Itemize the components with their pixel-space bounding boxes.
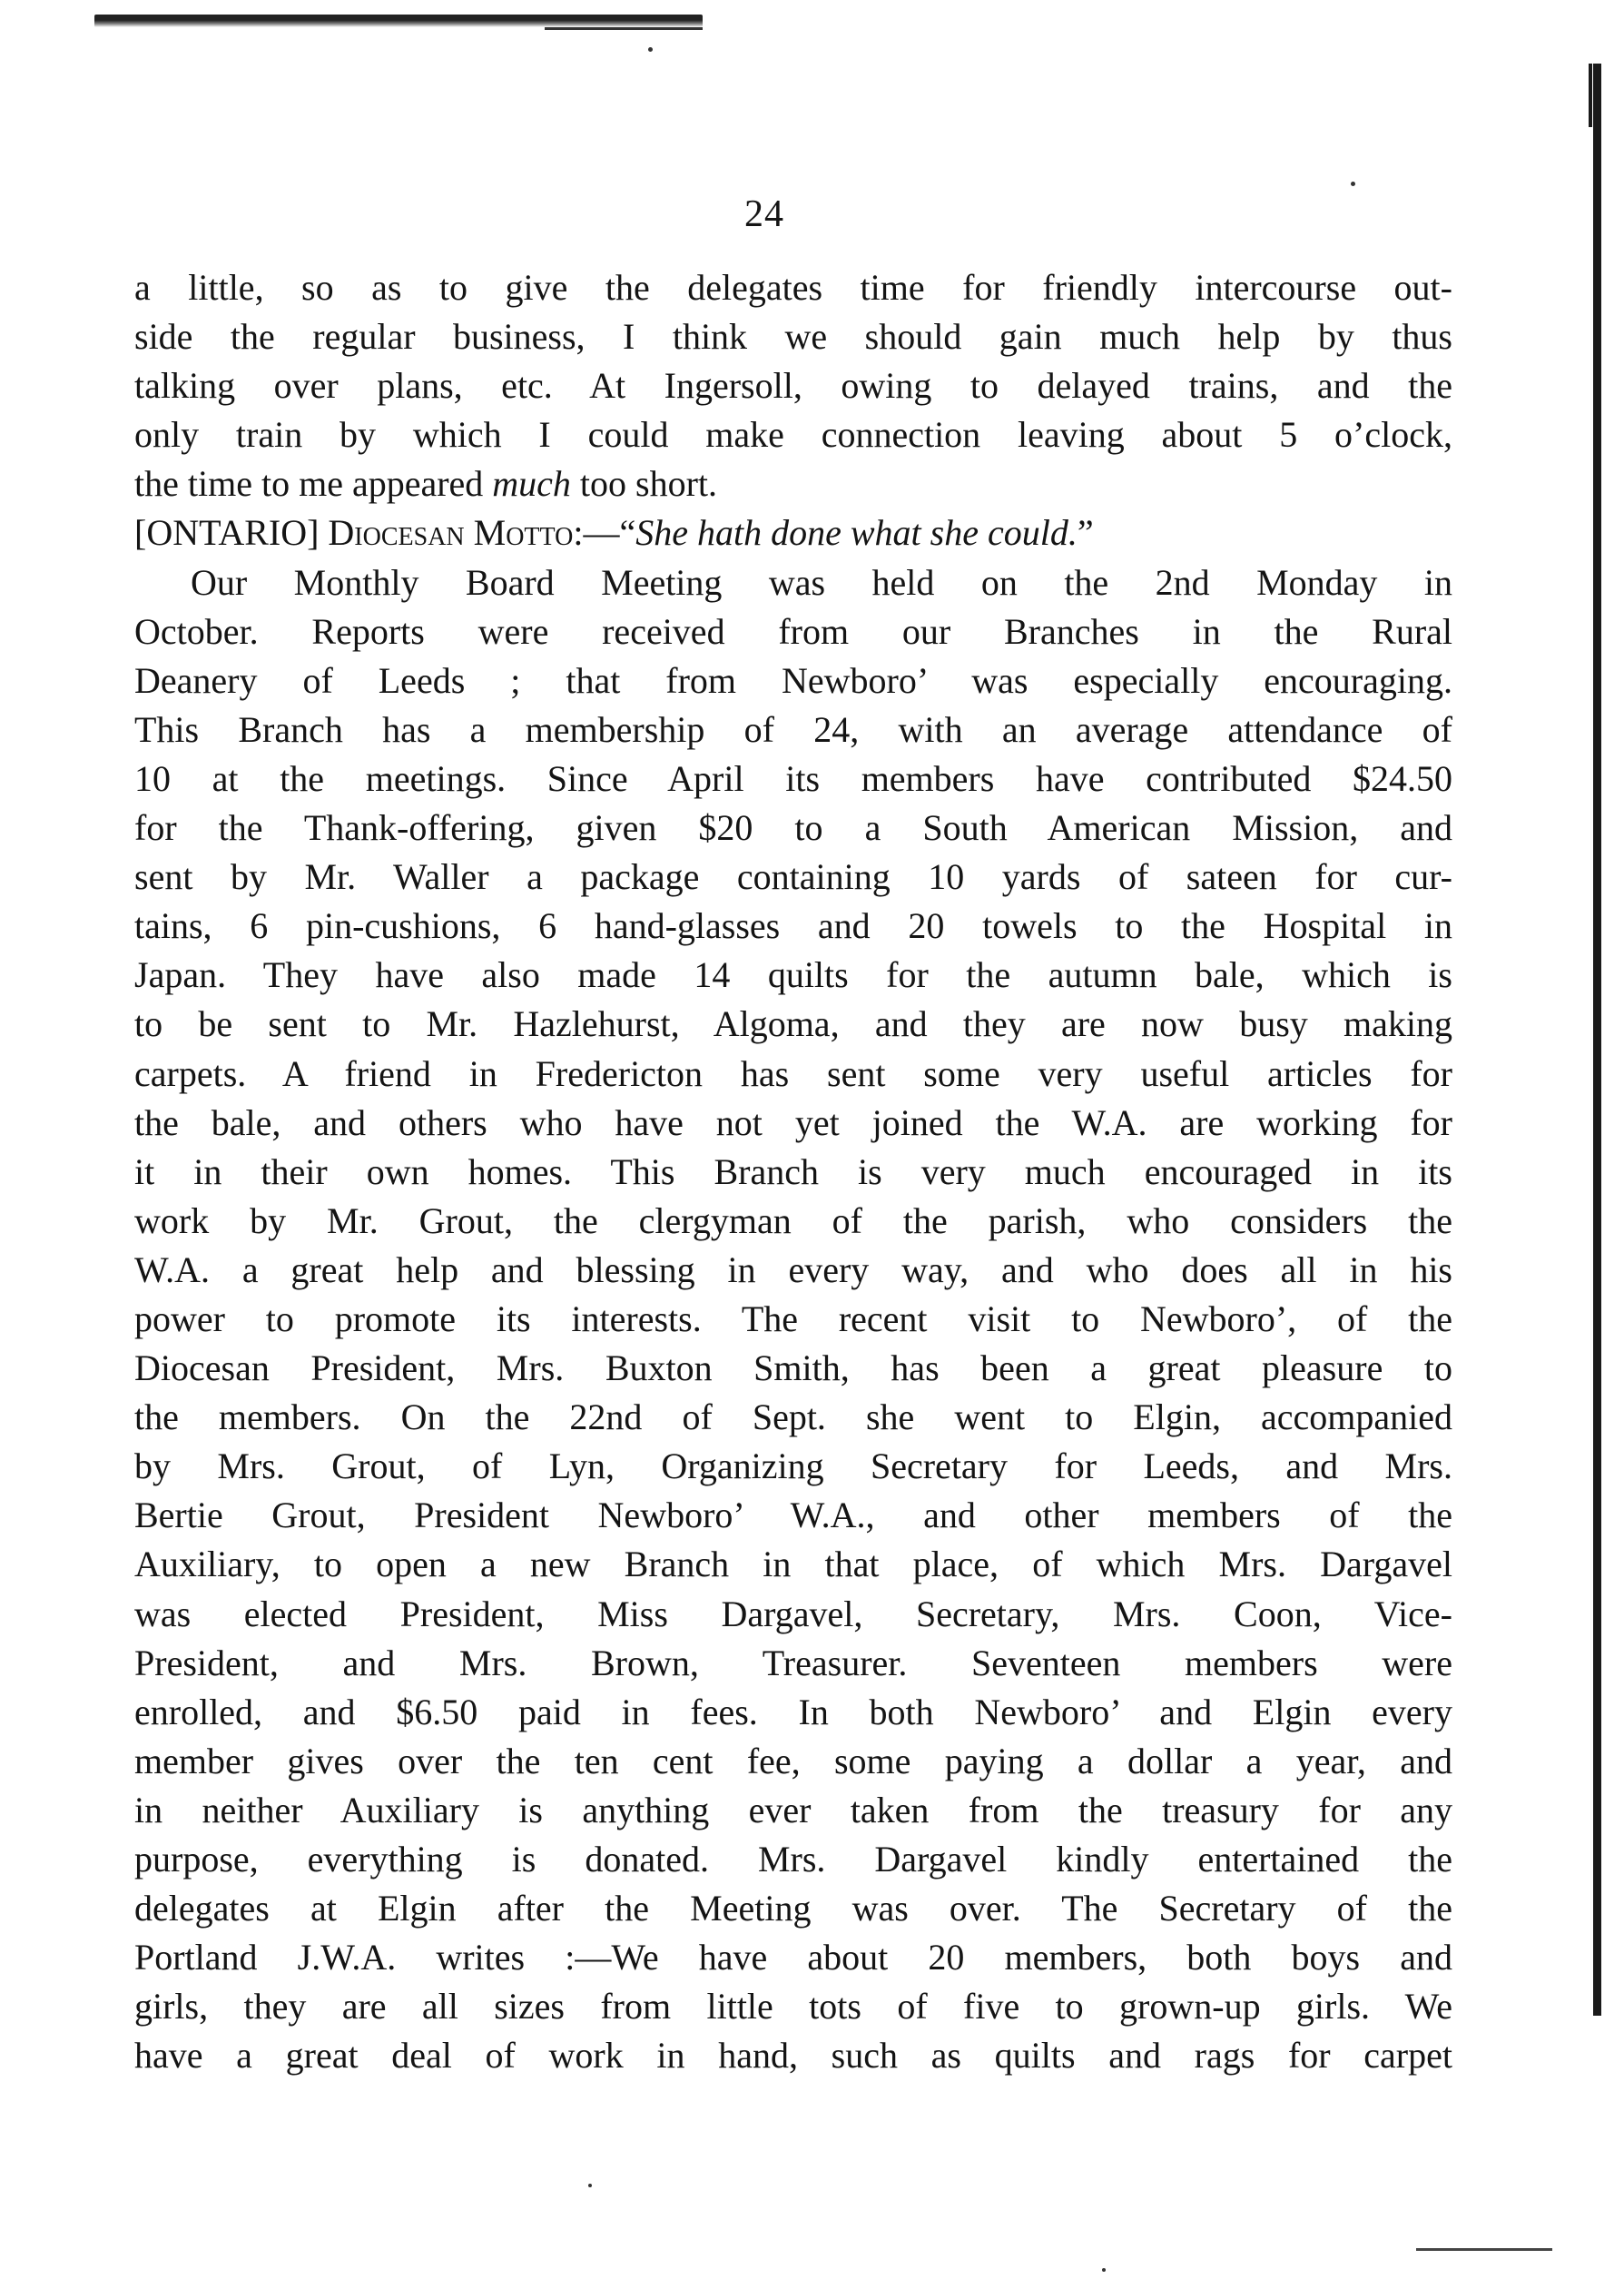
text-line: power to promote its interests. The recent visit to Newboro’, of the (134, 1297, 1452, 1339)
bottom-scan-rule (1416, 2248, 1552, 2251)
text-line: purpose, everything is donated. Mrs. Dargavel kindly entertained the (134, 1839, 1452, 1880)
text-line: member gives over the ten cent fee, some paying a dollar a year, and (134, 1740, 1452, 1781)
top-scan-rule-thin (545, 27, 703, 30)
text-line: it in their own homes. This Branch is very much encouraged in its (134, 1150, 1452, 1192)
scan-speck (1351, 182, 1355, 186)
text-line: talking over plans, etc. At Ingersoll, owing to delayed trains, and the (134, 365, 1452, 407)
text-line: 10 at the meetings. Since April its members have contributed $24.50 (134, 757, 1452, 799)
right-margin-bar-cap (1589, 64, 1592, 127)
text-line: sent by Mr. Waller a package containing 10 yards of sateen for cur- (134, 856, 1452, 898)
motto-label: Diocesan Motto (328, 512, 574, 554)
text-line: enrolled, and $6.50 paid in fees. In both Newboro’ and Elgin every (134, 1691, 1452, 1732)
text-line: Bertie Grout, President Newboro’ W.A., and other members of the (134, 1495, 1452, 1536)
text-line: only train by which I could make connection leaving about 5 o’clock, (134, 414, 1452, 456)
text-line: Deanery of Leeds ; that from Newboro’ was especially encouraging. (134, 659, 1452, 701)
right-margin-bar (1593, 64, 1601, 2016)
scan-speck (648, 47, 653, 52)
top-scan-rule (94, 15, 703, 27)
text-line: Auxiliary, to open a new Branch in that place, of which Mrs. Dargavel (134, 1544, 1452, 1585)
text-line: President, and Mrs. Brown, Treasurer. Seventeen members were (134, 1642, 1452, 1683)
text-line: tains, 6 pin-cushions, 6 hand-glasses and 20 towels to the Hospital in (134, 905, 1452, 947)
diocesan-motto-heading: [ONTARIO] Diocesan Motto:—“She hath done what she could.” (134, 512, 1094, 554)
text-line: This Branch has a membership of 24, with an average attendance of (134, 708, 1452, 750)
text-line: carpets. A friend in Fredericton has sent some very useful articles for (134, 1052, 1452, 1094)
text-line: girls, they are all sizes from little tots of five to grown-up girls. We (134, 1986, 1452, 2028)
body-text (134, 263, 1452, 2080)
text-line: Portland J.W.A. writes :—We have about 20 members, both boys and (134, 1937, 1452, 1978)
text-line: the members. On the 22nd of Sept. she went to Elgin, accompanied (134, 1396, 1452, 1438)
text-line: by Mrs. Grout, of Lyn, Organizing Secretary for Leeds, and Mrs. (134, 1445, 1452, 1487)
text-line: side the regular business, I think we should gain much help by thus (134, 316, 1452, 358)
text-line: the time to me appeared much too short. (134, 463, 718, 505)
text-line: Diocesan President, Mrs. Buxton Smith, has been a great pleasure to (134, 1347, 1452, 1389)
text-line: October. Reports were received from our Branches in the Rural (134, 610, 1452, 652)
motto-text: She hath done what she could. (635, 512, 1078, 554)
text-line: Our Monthly Board Meeting was held on the 2nd Monday in (191, 561, 1452, 603)
text-line: Japan. They have also made 14 quilts for the autumn bale, which is (134, 954, 1452, 996)
text-line: in neither Auxiliary is anything ever taken from the treasury for any (134, 1789, 1452, 1830)
text-line: delegates at Elgin after the Meeting was over. The Secretary of the (134, 1888, 1452, 1929)
scan-speck (1102, 2268, 1106, 2272)
italic-emphasis: much (492, 463, 571, 505)
text-line: was elected President, Miss Dargavel, Secretary, Mrs. Coon, Vice- (134, 1593, 1452, 1634)
text-line: to be sent to Mr. Hazlehurst, Algoma, and they are now busy making (134, 1003, 1452, 1045)
text-line: a little, so as to give the delegates time for friendly intercourse out- (134, 267, 1452, 308)
scan-speck (588, 2184, 592, 2187)
text-line: have a great deal of work in hand, such as quilts and rags for carpet (134, 2035, 1452, 2077)
text-line: the bale, and others who have not yet joined the W.A. are working for (134, 1101, 1452, 1143)
text-line: for the Thank-offering, given $20 to a South American Mission, and (134, 807, 1452, 849)
page-number: 24 (744, 193, 784, 235)
text-line: W.A. a great help and blessing in every way, and who does all in his (134, 1248, 1452, 1290)
text-line: work by Mr. Grout, the clergyman of the parish, who considers the (134, 1199, 1452, 1241)
